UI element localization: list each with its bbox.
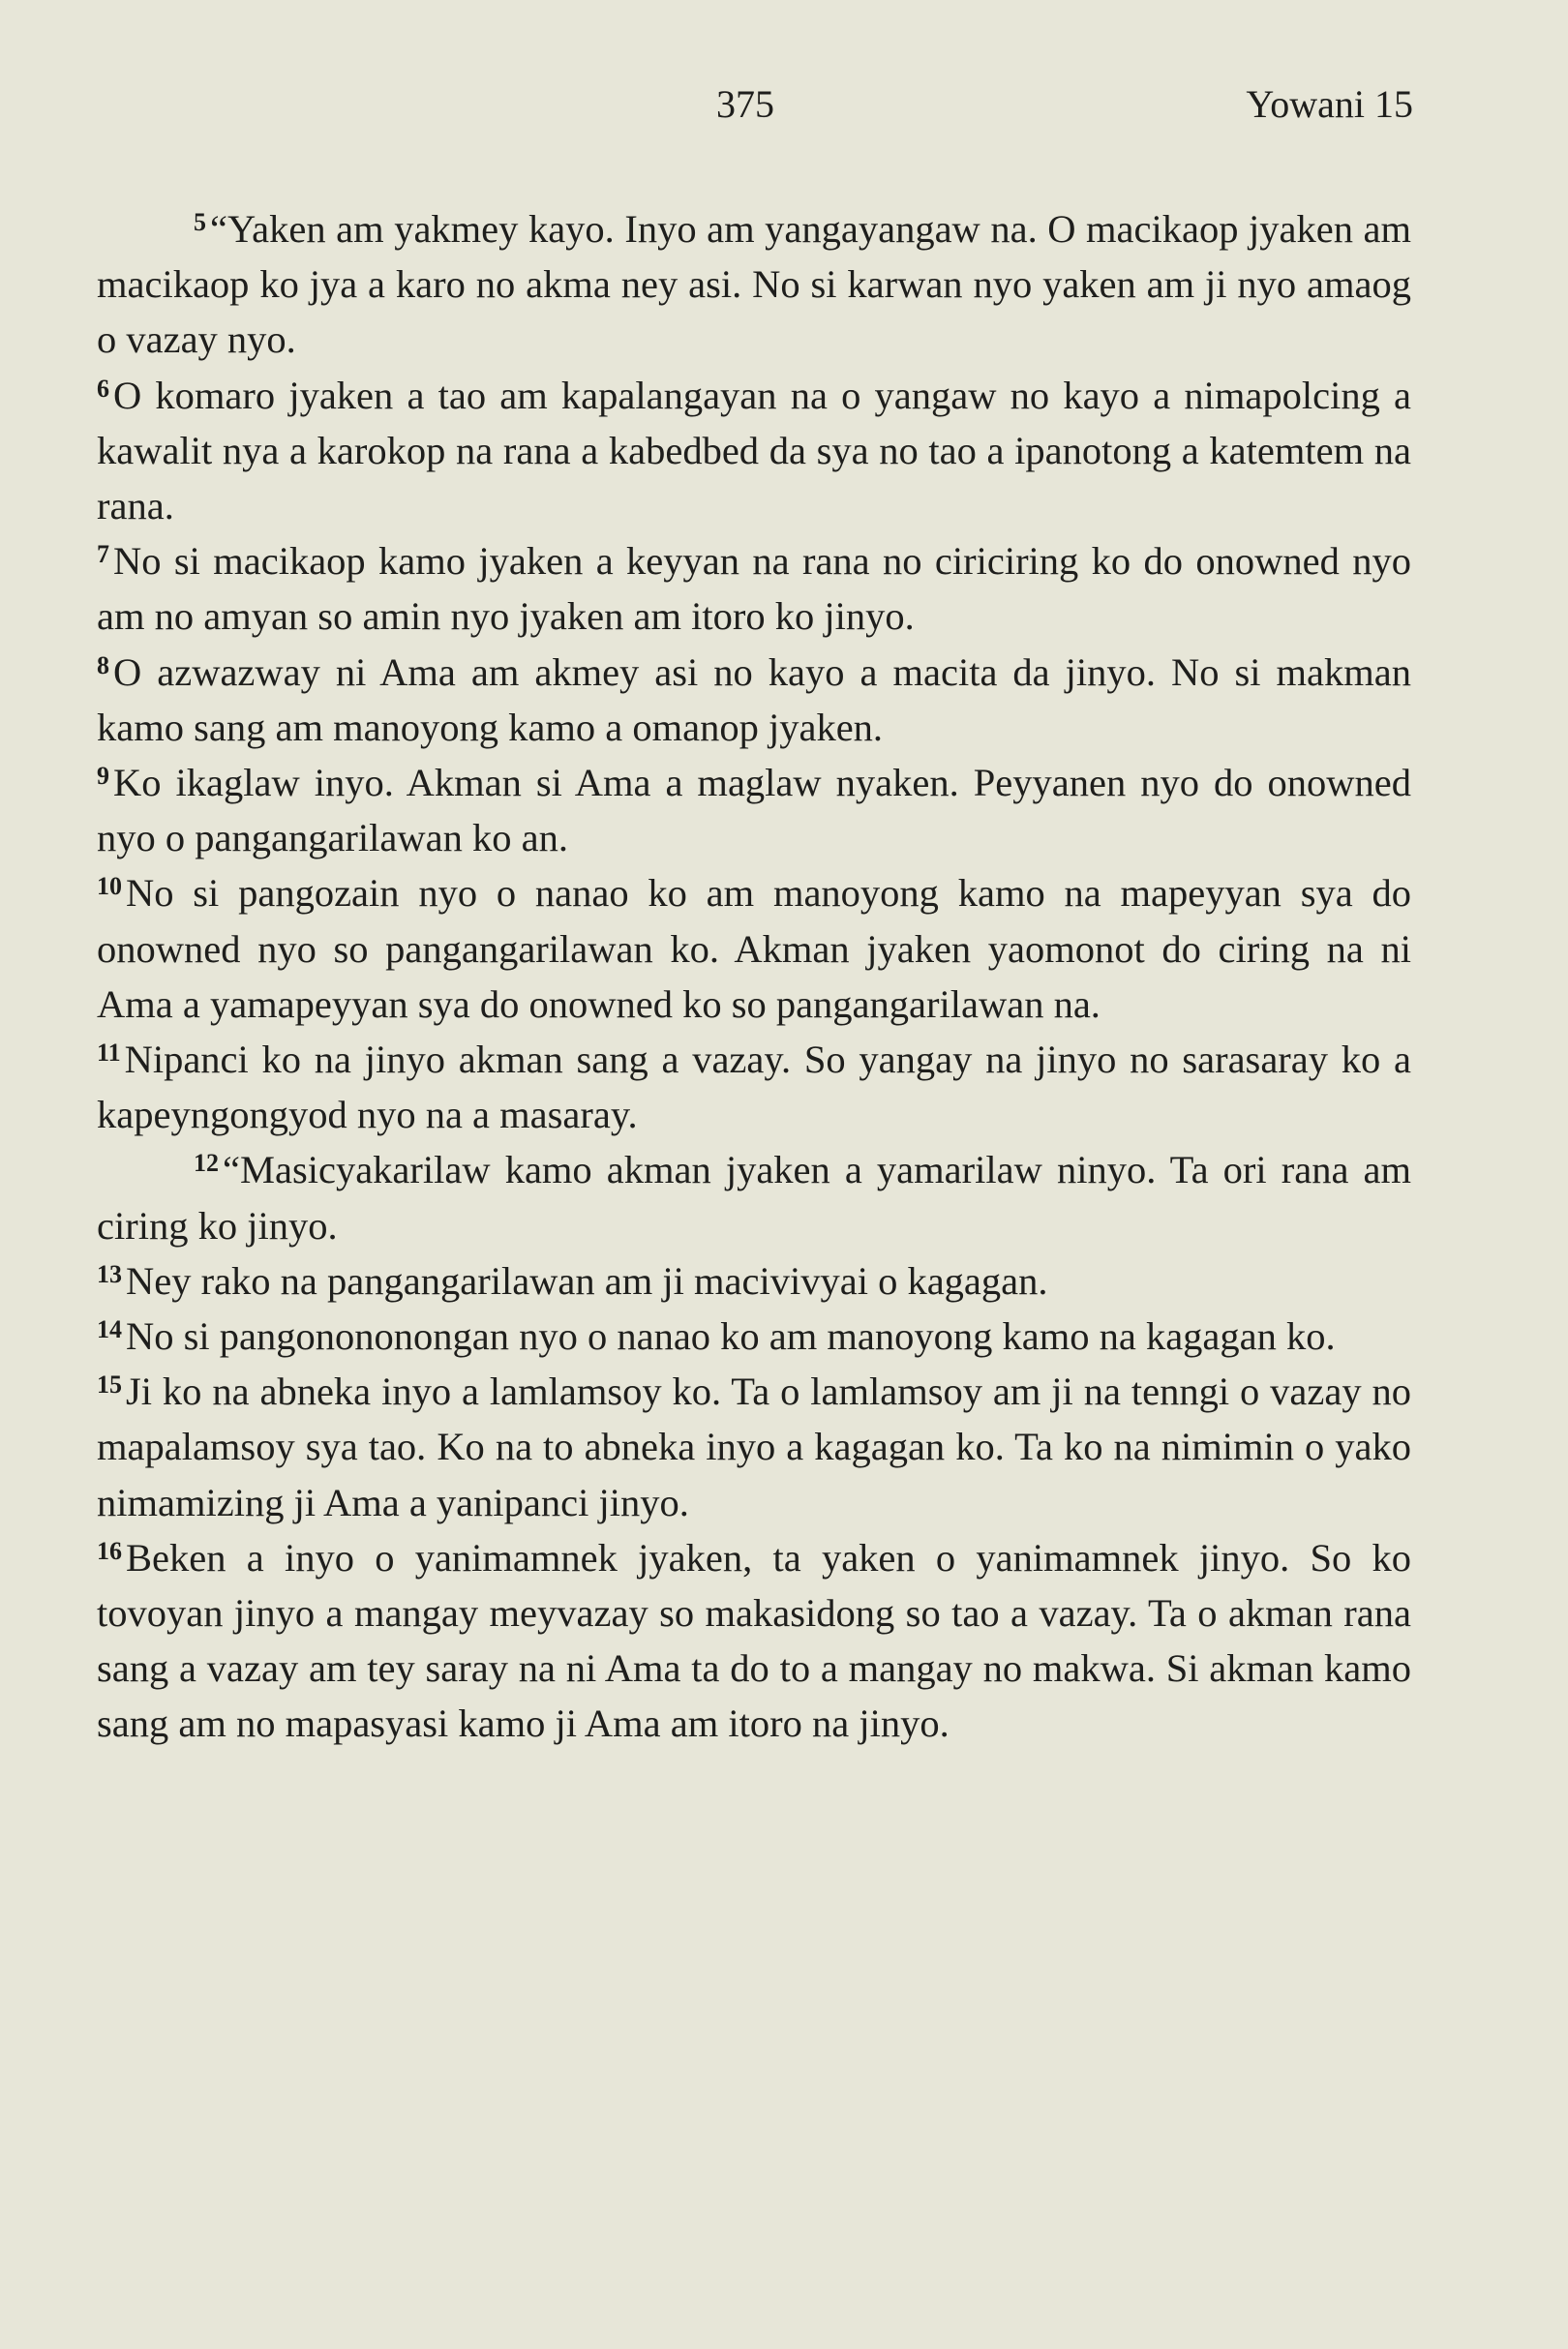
verse (97, 1309, 1411, 1364)
verse-number: 13 (97, 1259, 122, 1288)
page-number: 375 (716, 82, 774, 126)
verse-number: 9 (97, 762, 109, 791)
verse (97, 1364, 1411, 1530)
verse-text: No si macikaop kamo jyaken a keyyan na rana no ciriciring ko do onowned nyo am no amyan so amin nyo jyaken am itoro ko jinyo. (97, 539, 1411, 639)
verse-text: No si pangozain nyo o nanao ko am manoyong kamo na mapeyyan sya do onowned nyo so pangangarilawan ko. Akman jyaken yaomonot do ciring na ni Ama a yamapeyyan sya do onowned ko so pangangarilawan na. (97, 871, 1411, 1026)
verse (97, 533, 1411, 644)
verse-number: 11 (97, 1039, 121, 1068)
verse (97, 1032, 1411, 1142)
page-header (97, 81, 1413, 139)
verse-text: Nipanci ko na jinyo akman sang a vazay. So yangay na jinyo no sarasaray ko a kapeyngongyod nyo na a masaray. (97, 1038, 1411, 1137)
verse-text: O azwazway ni Ama am akmey asi no kayo a macita da jinyo. No si makman kamo sang am manoyong kamo a omanop jyaken. (97, 649, 1411, 749)
verse-text: No si pangonononongan nyo o nanao ko am manoyong kamo na kagagan ko. (126, 1314, 1336, 1359)
verse-text: O komaro jyaken a tao am kapalangayan na o yangaw no kayo a nimapolcing a kawalit nya a karokop na rana a kabedbed da sya no tao a ipanotong a katemtem na rana. (97, 373, 1411, 528)
verse-number: 8 (97, 650, 109, 679)
verse (97, 865, 1411, 1032)
verse (97, 755, 1411, 865)
verse (97, 645, 1411, 755)
verse-number: 6 (97, 374, 109, 403)
verse-text: Beken a inyo o yanimamnek jyaken, ta yaken o yanimamnek jinyo. So ko tovoyan jinyo a mangay meyvazay so makasidong so tao a vazay. Ta o akman rana sang a vazay am tey saray na ni Ama ta do to a mangay no makwa. Si akman kamo sang am no mapasyasi kamo ji Ama am itoro na jinyo. (97, 1535, 1411, 1746)
verse-number: 12 (194, 1149, 219, 1178)
verse-text: “Masicyakarilaw kamo akman jyaken a yamarilaw ninyo. Ta ori rana am ciring ko jinyo. (97, 1148, 1411, 1248)
verse-number: 10 (97, 872, 122, 901)
verse-text: Ko ikaglaw inyo. Akman si Ama a maglaw nyaken. Peyyanen nyo do onowned nyo o pangangarilawan ko an. (97, 761, 1411, 860)
verse-number: 16 (97, 1536, 122, 1565)
scripture-text (97, 201, 1411, 1752)
verse (97, 1530, 1411, 1752)
verse-number: 5 (194, 208, 206, 236)
verse-text: Ney rako na pangangarilawan am ji macivivyai o kagagan. (126, 1258, 1048, 1303)
verse-number: 14 (97, 1315, 122, 1344)
verse-number: 7 (97, 540, 109, 569)
verse (97, 1142, 1411, 1252)
running-head: Yowani 15 (1246, 82, 1413, 126)
verse (97, 201, 1411, 368)
verse (97, 1253, 1411, 1309)
verse-number: 15 (97, 1370, 122, 1400)
verse-text: “Yaken am yakmey kayo. Inyo am yangayangaw na. O macikaop jyaken am macikaop ko jya a karo no akma ney asi. No si karwan nyo yaken am ji nyo amaog o vazay nyo. (97, 207, 1411, 362)
verse-text: Ji ko na abneka inyo a lamlamsoy ko. Ta o lamlamsoy am ji na tenngi o vazay no mapalamsoy sya tao. Ko na to abneka inyo a kagagan ko. Ta ko na nimimin o yako nimamizing ji Ama a yanipanci jinyo. (97, 1370, 1411, 1524)
verse (97, 368, 1411, 534)
